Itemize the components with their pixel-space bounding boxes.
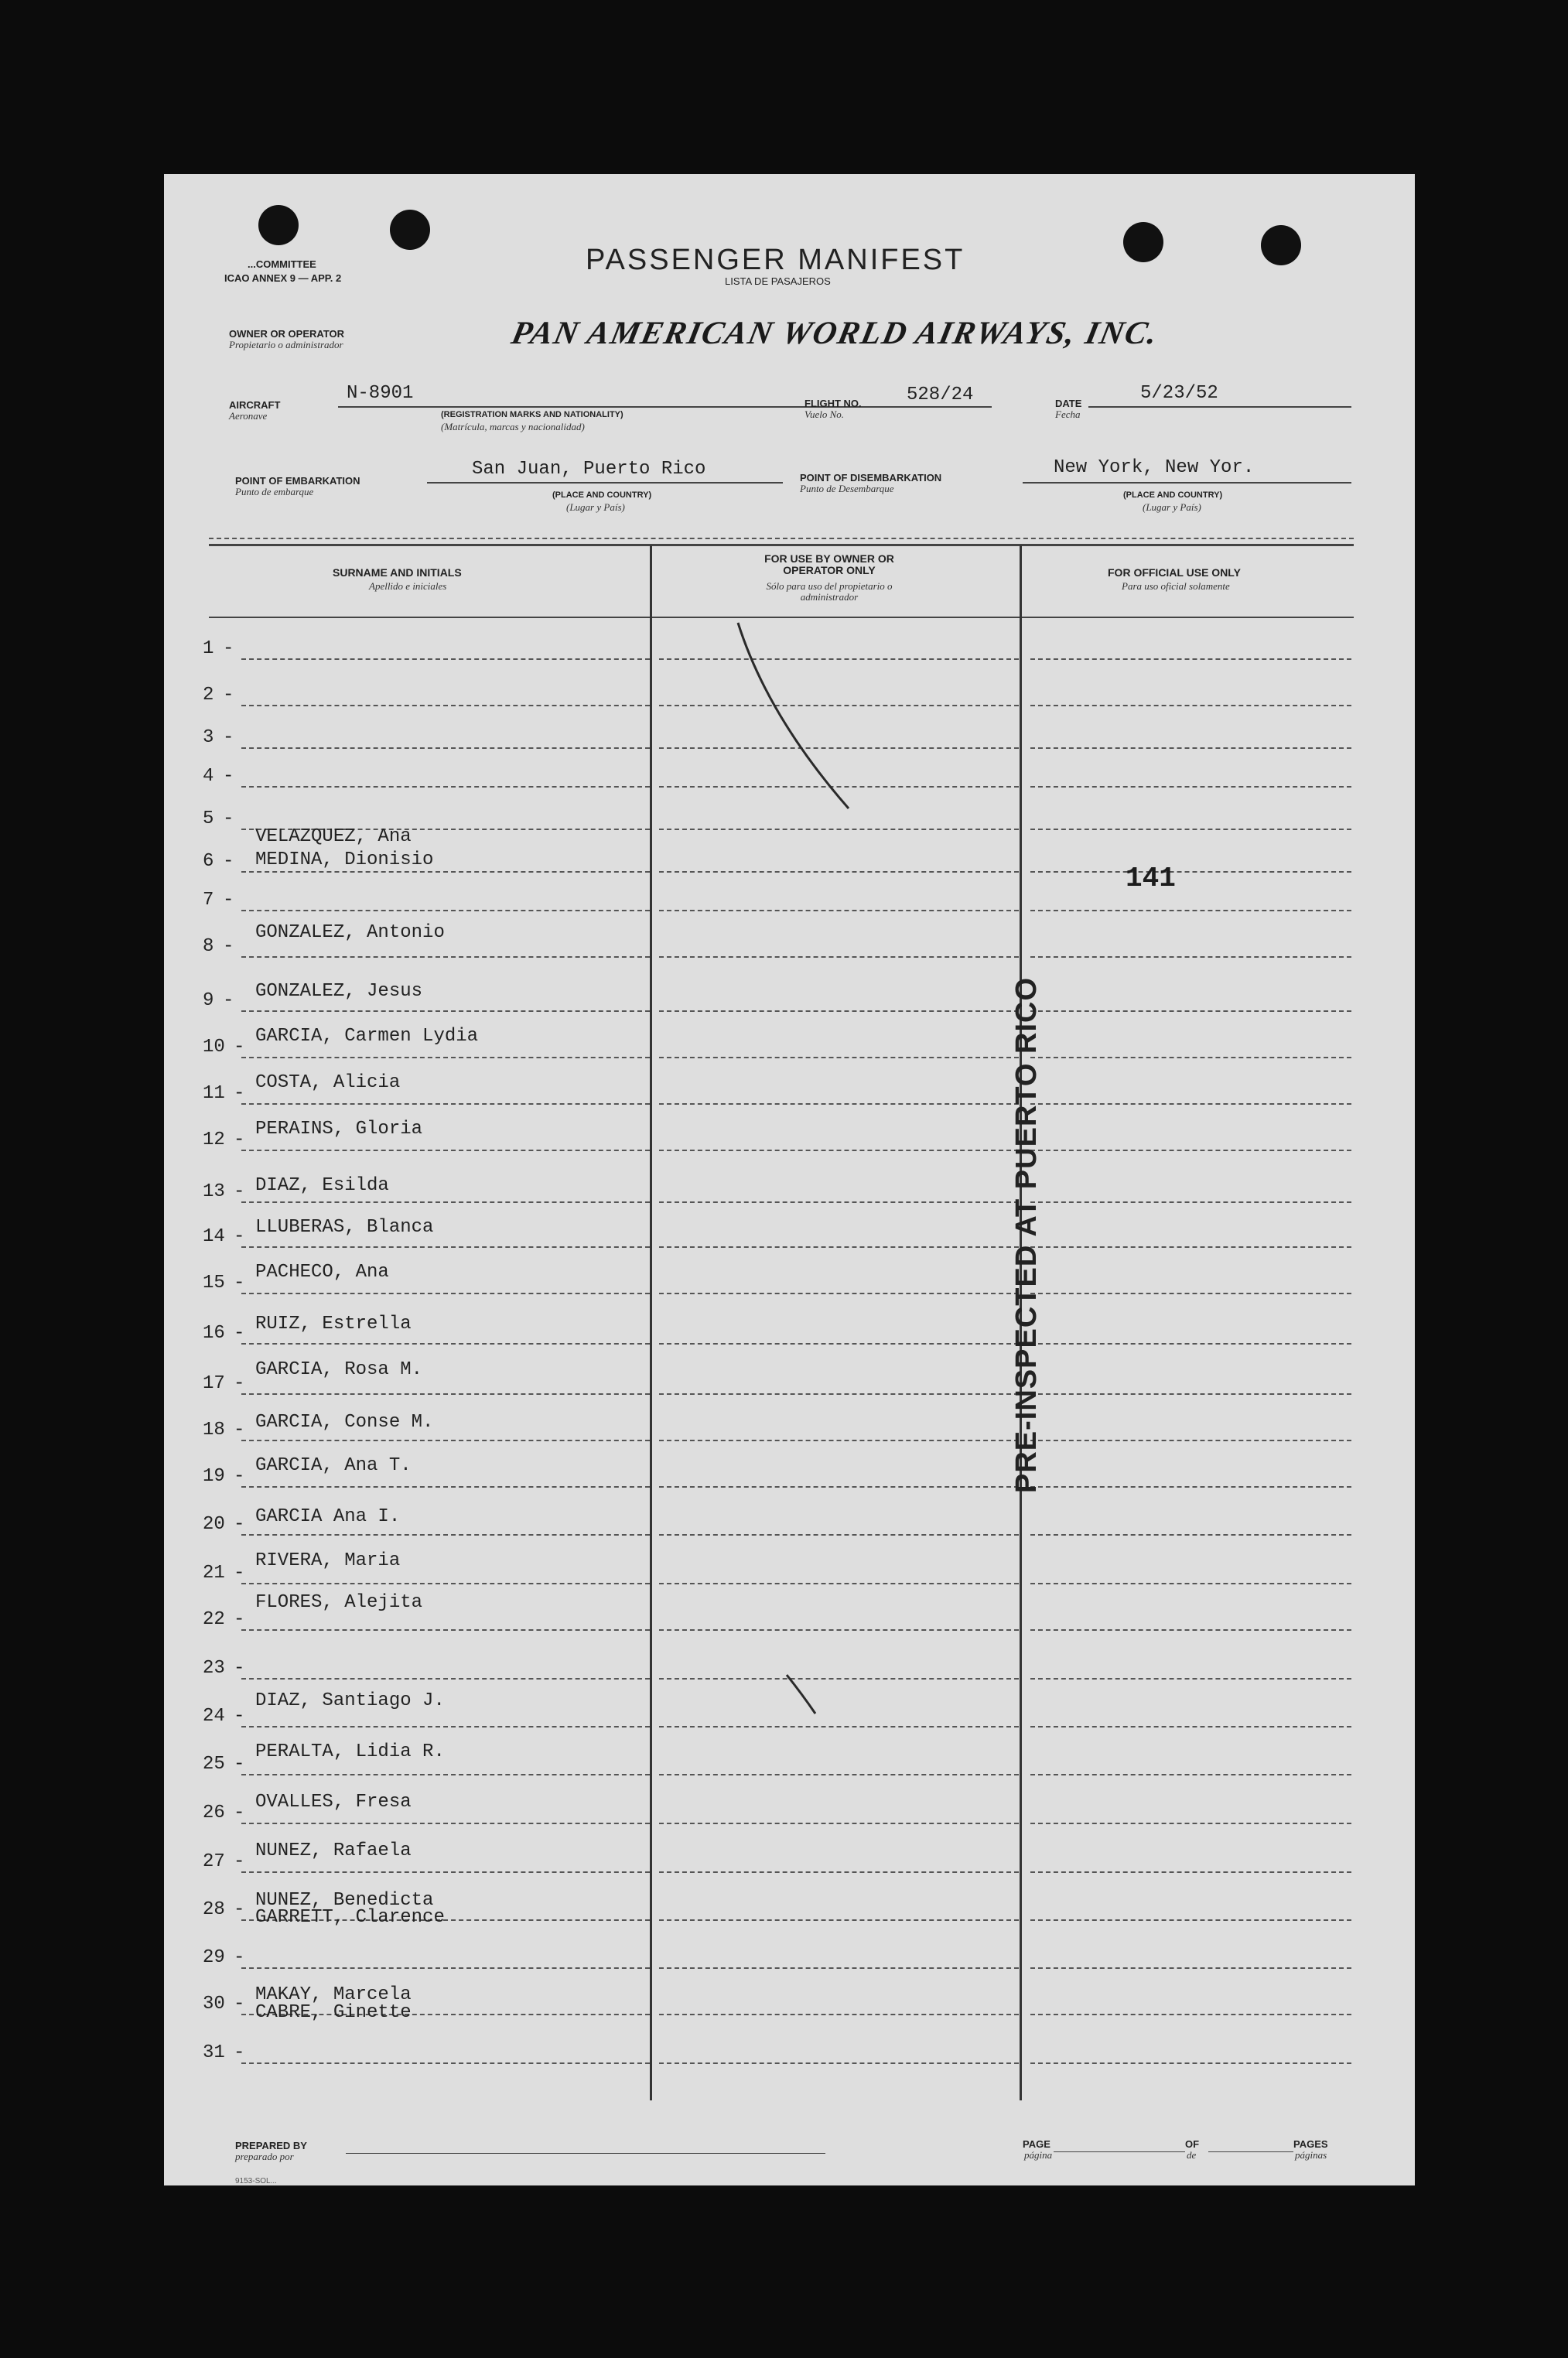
row-number: 20	[203, 1514, 225, 1535]
row-number: 13	[203, 1181, 225, 1202]
row-dash: -	[234, 1899, 245, 1920]
row-number: 28	[203, 1899, 225, 1920]
row-dash: -	[234, 1514, 245, 1535]
row-dash: -	[223, 638, 234, 659]
operator-header-es: Sólo para uso del propietario o administrador	[766, 580, 893, 603]
row-dash: -	[234, 1083, 245, 1104]
row-dash: -	[223, 936, 234, 957]
prepared-by-label: PREPARED BY	[235, 2140, 307, 2151]
row-number: 12	[203, 1129, 225, 1150]
pen-stroke	[787, 1675, 815, 1714]
prepared-by-underline	[346, 2153, 825, 2154]
row-dash: -	[223, 851, 234, 872]
passenger-name: LLUBERAS, Blanca	[255, 1217, 434, 1238]
surname-header: SURNAME AND INITIALS	[333, 566, 462, 579]
row-number: 31	[203, 2042, 225, 2063]
flight-value: 528/24	[907, 384, 974, 405]
registration-note: (REGISTRATION MARKS AND NATIONALITY)	[441, 410, 623, 419]
row-dash: -	[234, 1273, 245, 1293]
annex-note: ICAO ANNEX 9 — APP. 2	[224, 272, 342, 284]
row-dash: -	[234, 2042, 245, 2063]
row-number: 3	[203, 727, 214, 748]
passenger-name: NUNEZ, Benedicta	[255, 1890, 434, 1911]
passenger-name: MAKAY, Marcela	[255, 1984, 412, 2005]
passenger-name: NUNEZ, Rafaela	[255, 1840, 412, 1861]
row-number: 16	[203, 1323, 225, 1344]
row-number: 1	[203, 638, 214, 659]
passenger-name: COSTA, Alicia	[255, 1072, 401, 1093]
pages-label: PAGES	[1293, 2138, 1328, 2150]
passenger-name: PERAINS, Gloria	[255, 1119, 423, 1140]
form-code: 9153-SOL...	[235, 2177, 277, 2185]
registration-note-es: (Matrícula, marcas y nacionalidad)	[441, 421, 585, 432]
disembarkation-label: POINT OF DISEMBARKATION	[800, 472, 942, 484]
row-number: 25	[203, 1754, 225, 1775]
passenger-name: VELAZQUEZ, Ana	[255, 826, 412, 847]
row-dash: -	[234, 1037, 245, 1058]
passenger-name: GARRETT, Clarence	[255, 1907, 445, 1928]
pages-label-es: páginas	[1295, 2149, 1327, 2161]
passenger-name: RUIZ, Estrella	[255, 1314, 412, 1334]
passenger-name: OVALLES, Fresa	[255, 1792, 412, 1813]
page-underline	[1054, 2151, 1185, 2152]
disembarkation-value: New York, New Yor.	[1054, 457, 1255, 478]
row-dash: -	[234, 1994, 245, 2015]
place-note-2-es: (Lugar y País)	[1143, 501, 1201, 513]
passenger-name: GONZALEZ, Jesus	[255, 981, 423, 1002]
row-dash: -	[234, 1609, 245, 1630]
row-dash: -	[223, 685, 234, 706]
row-number: 2	[203, 685, 214, 706]
prepared-by-label-es: preparado por	[235, 2151, 294, 2162]
row-number: 23	[203, 1658, 225, 1679]
form-title-es: LISTA DE PASAJEROS	[725, 275, 831, 287]
row-number: 5	[203, 808, 214, 829]
row-number: 9	[203, 990, 214, 1011]
place-note-es: (Lugar y País)	[566, 501, 625, 513]
row-dash: -	[234, 1706, 245, 1727]
date-value: 5/23/52	[1140, 383, 1218, 404]
of-label: OF	[1185, 2138, 1200, 2150]
row-dash: -	[234, 1466, 245, 1487]
row-number: 19	[203, 1466, 225, 1487]
aircraft-label-es: Aeronave	[229, 410, 268, 422]
row-dash: -	[234, 1226, 245, 1247]
surname-header-es: Apellido e iniciales	[369, 580, 447, 592]
row-dash: -	[234, 1754, 245, 1775]
pen-stroke	[738, 623, 849, 808]
embarkation-value: San Juan, Puerto Rico	[472, 459, 706, 480]
row-dash: -	[234, 1181, 245, 1202]
official-header: FOR OFFICIAL USE ONLY	[1108, 566, 1241, 579]
of-label-es: de	[1187, 2149, 1197, 2161]
row-dash: -	[234, 1851, 245, 1872]
passenger-name: GARCIA, Rosa M.	[255, 1359, 423, 1380]
place-note-2: (PLACE AND COUNTRY)	[1123, 490, 1223, 500]
row-dash: -	[234, 1803, 245, 1823]
row-number: 22	[203, 1609, 225, 1630]
row-dash: -	[234, 1323, 245, 1344]
row-number: 18	[203, 1420, 225, 1440]
manifest-sheet	[164, 174, 1415, 2185]
passenger-name: PACHECO, Ana	[255, 1262, 389, 1283]
operator-name: PAN AMERICAN WORLD AIRWAYS, INC.	[508, 316, 1162, 351]
row-number: 6	[203, 851, 214, 872]
aircraft-value: N-8901	[347, 383, 414, 404]
row-number: 10	[203, 1037, 225, 1058]
row-number: 29	[203, 1947, 225, 1968]
page-label: PAGE	[1023, 2138, 1050, 2150]
committee-note: ...COMMITTEE	[248, 258, 316, 270]
row-dash: -	[234, 1129, 245, 1150]
pre-inspection-stamp: PRE-INSPECTED AT PUERTO RICO	[1010, 976, 1043, 1493]
owner-label: OWNER OR OPERATOR	[229, 328, 345, 340]
row-number: 21	[203, 1563, 225, 1584]
place-note: (PLACE AND COUNTRY)	[552, 490, 652, 500]
row-number: 30	[203, 1994, 225, 2015]
row-number: 24	[203, 1706, 225, 1727]
passenger-name: FLORES, Alejita	[255, 1592, 423, 1613]
passenger-name: GARCIA, Ana T.	[255, 1455, 412, 1476]
owner-label-es: Propietario o administrador	[229, 339, 343, 350]
row-number: 15	[203, 1273, 225, 1293]
passenger-name: GARCIA Ana I.	[255, 1506, 401, 1527]
passenger-name: RIVERA, Maria	[255, 1550, 401, 1571]
passenger-name: DIAZ, Santiago J.	[255, 1690, 445, 1711]
row-number: 26	[203, 1803, 225, 1823]
passenger-name: MEDINA, Dionisio	[255, 849, 434, 870]
flight-label: FLIGHT NO.	[804, 398, 862, 409]
embarkation-label-es: Punto de embarque	[235, 486, 314, 497]
passenger-name: PERALTA, Lidia R.	[255, 1741, 445, 1762]
row-number: 4	[203, 766, 214, 787]
row-number: 14	[203, 1226, 225, 1247]
row-dash: -	[223, 890, 234, 911]
row-number: 7	[203, 890, 214, 911]
passenger-name: GARCIA, Conse M.	[255, 1412, 434, 1433]
operator-header: FOR USE BY OWNER OR OPERATOR ONLY	[764, 552, 894, 576]
row-dash: -	[223, 808, 234, 829]
disembarkation-label-es: Punto de Desembarque	[800, 483, 894, 494]
date-label: DATE	[1055, 398, 1082, 409]
page-label-es: página	[1024, 2149, 1053, 2161]
of-underline	[1208, 2151, 1293, 2152]
passenger-name: DIAZ, Esilda	[255, 1175, 389, 1196]
official-count: 141	[1126, 863, 1176, 894]
row-dash: -	[234, 1658, 245, 1679]
aircraft-label: AIRCRAFT	[229, 399, 281, 411]
row-dash: -	[223, 766, 234, 787]
row-number: 8	[203, 936, 214, 957]
row-dash: -	[223, 990, 234, 1011]
passenger-name: GARCIA, Carmen Lydia	[255, 1026, 479, 1047]
row-number: 11	[203, 1083, 225, 1104]
passenger-name: GONZALEZ, Antonio	[255, 922, 445, 943]
official-header-es: Para uso oficial solamente	[1122, 580, 1230, 592]
row-dash: -	[223, 727, 234, 748]
row-dash: -	[234, 1563, 245, 1584]
passenger-name: CABRE, Ginette	[255, 2002, 412, 2023]
flight-label-es: Vuelo No.	[804, 408, 845, 420]
embarkation-label: POINT OF EMBARKATION	[235, 475, 360, 487]
form-title: PASSENGER MANIFEST	[586, 244, 965, 276]
row-number: 27	[203, 1851, 225, 1872]
row-dash: -	[234, 1373, 245, 1394]
row-number: 17	[203, 1373, 225, 1394]
pen-marks	[164, 174, 1415, 2185]
row-dash: -	[234, 1420, 245, 1440]
row-dash: -	[234, 1947, 245, 1968]
date-label-es: Fecha	[1055, 408, 1081, 420]
